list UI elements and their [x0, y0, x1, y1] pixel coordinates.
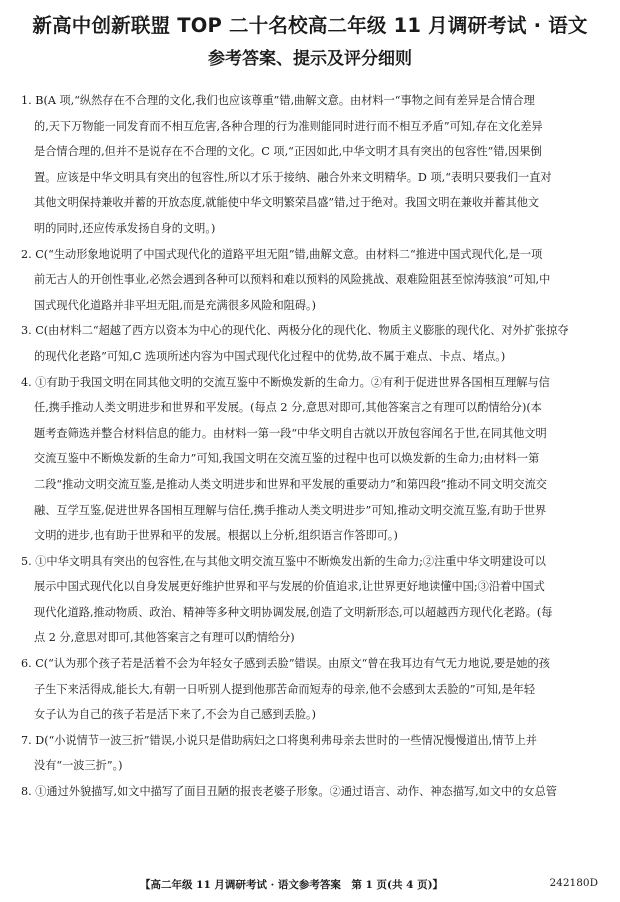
answer-7	[21, 728, 599, 779]
answer-line: 其他文明保持兼收并蓄的开放态度,就能使中华文明繁荣昌盛”错,过于绝对。我国文明在兼收并蓄其他文	[34, 196, 540, 210]
answer-list	[21, 88, 599, 805]
answer-line: 国式现代化道路并非平坦无阻,而是充满很多风险和阻碍。)	[34, 298, 317, 312]
answer-line: 融、互学互鉴,促进世界各国相互理解与信任,携手推动人类文明进步”可知,推动文明交流互鉴,有助于世界	[34, 503, 547, 517]
answer-2	[21, 242, 599, 319]
page-subtitle: 参考答案、提示及评分细则	[208, 49, 412, 69]
answer-line: 3. C(由材料二“超越了西方以资本为中心的现代化、两极分化的现代化、物质主义膨胀的现代化、对外扩张掠夺	[21, 324, 569, 338]
page-footer	[0, 877, 620, 895]
answer-line: 展示中国式现代化以自身发展更好维护世界和平与发展的价值追求,让世界更好地读懂中国;③沿着中国式	[34, 580, 545, 594]
answer-line: 文明的进步,也有助于世界和平的发展。根据以上分析,组织语言作答即可。)	[34, 529, 398, 543]
answer-line: 4. ①有助于我国文明在同其他文明的交流互鉴中不断焕发新的生命力。②有利于促进世界各国相互理解与信	[21, 375, 550, 389]
answer-line: 点 2 分,意思对即可,其他答案言之有理可以酌情给分)	[34, 631, 295, 645]
answer-line: 5. ①中华文明具有突出的包容性,在与其他文明交流互鉴中不断焕发出新的生命力;②注重中华文明建设可以	[21, 554, 546, 568]
answer-line: 明的同时,还应传承发扬自身的文明。)	[34, 221, 216, 235]
answer-3	[21, 318, 599, 369]
answer-line: 是合情合理的,但并不是说存在不合理的文化。C 项,“正因如此,中华文明才具有突出的包容性”错,因果倒	[34, 145, 542, 159]
answer-line: 交流互鉴中不断焕发新的生命力”可知,我国文明在交流互鉴的过程中也可以焕发新的生命力;由材料一第	[34, 452, 540, 466]
footer-page-info: 【高二年级 11 月调研考试 · 语文参考答案 第 1 页(共 4 页)】	[140, 879, 444, 891]
answer-line: 题考查筛选并整合材料信息的能力。由材料一第一段“中华文明自古就以开放包容闻名于世,在同其他文明	[34, 426, 547, 440]
answer-line: 7. D(“小说情节一波三折”错误,小说只是借助病妇之口将奥利弗母亲去世时的一些情况慢慢道出,情节上并	[21, 733, 537, 747]
page-title: 新高中创新联盟 TOP 二十名校高二年级 11 月调研考试 · 语文	[32, 14, 588, 37]
answer-line: 前无古人的开创性事业,必然会遇到各种可以预料和难以预料的风险挑战、艰难险阻甚至惊涛骇浪”可知,中	[34, 273, 551, 287]
answer-line: 女子认为自己的孩子若是活下来了,不会为自己感到丢脸。)	[34, 708, 317, 722]
answer-5	[21, 549, 599, 651]
answer-line: 的现代化老路”可知,C 选项所述内容为中国式现代化过程中的优势,故不属于难点、卡点、堵点。)	[34, 349, 506, 363]
answer-6	[21, 651, 599, 728]
answer-8	[21, 779, 599, 805]
answer-line: 子生下来活得成,能长大,有朝一日听别人提到他那苦命而短寿的母亲,他不会感到太丢脸的”可知,是年轻	[34, 682, 536, 696]
answer-1	[21, 88, 599, 242]
footer-code: 242180D	[549, 877, 598, 889]
answer-line: 二段“推动文明交流互鉴,是推动人类文明进步和世界和平发展的重要动力”和第四段“推动不同文明交流交	[34, 477, 547, 491]
answer-line: 8. ①通过外貌描写,如文中描写了面目丑陋的报丧老婆子形象。②通过语言、动作、神态描写,如文中的女总管	[21, 785, 557, 799]
answer-4	[21, 370, 599, 549]
answer-line: 现代化道路,推动物质、政治、精神等多种文明协调发展,创造了文明新形态,可以超越西方现代化老路。(每	[34, 605, 553, 619]
answer-line: 置。应该是中华文明具有突出的包容性,所以才乐于接纳、融合外来文明精华。D 项,“表明只要我们一直对	[34, 170, 552, 184]
answer-line: 2. C(“生动形象地说明了中国式现代化的道路平坦无阻”错,曲解文意。由材料二“推进中国式现代化,是一项	[21, 247, 543, 261]
answer-line: 的,天下万物能一同发育而不相互危害,各种合理的行为准则能同时进行而不相互矛盾”可知,存在文化差异	[34, 119, 543, 133]
answer-line: 任,携手推动人类文明进步和世界和平发展。(每点 2 分,意思对即可,其他答案言之有理可以酌情给分)(本	[34, 401, 542, 415]
answer-line: 没有“一波三折”。)	[34, 759, 123, 773]
answer-line: 1. B(A 项,“纵然存在不合理的文化,我们也应该尊重”错,曲解文意。由材料一“事物之间有差异是合情合理	[21, 94, 535, 107]
answer-line: 6. C(“认为那个孩子若是活着不会为年轻女子感到丢脸”错误。由原文“曾在我耳边有气无力地说,要是她的孩	[21, 657, 550, 671]
